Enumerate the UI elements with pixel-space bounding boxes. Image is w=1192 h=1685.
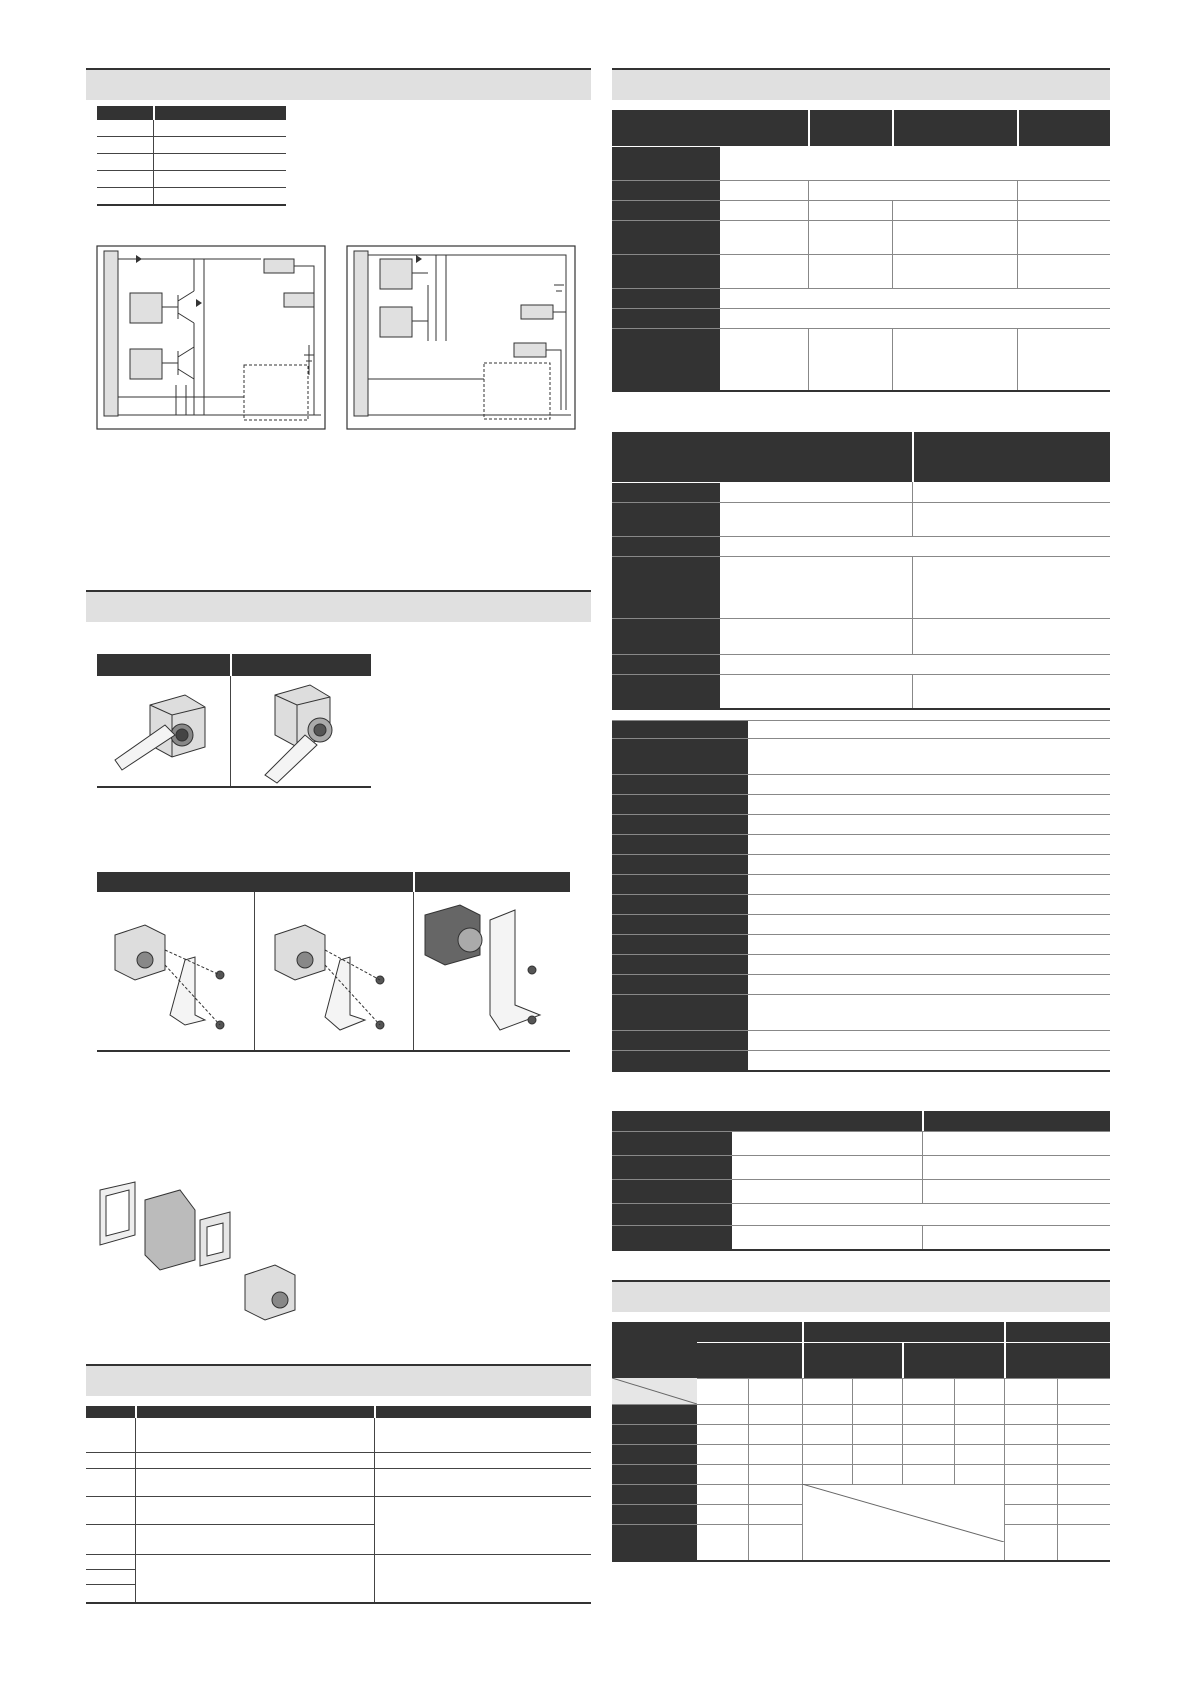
slit-mask-illustration — [95, 1180, 325, 1330]
spec-table-1 — [612, 110, 1110, 392]
bracket-illustration-1 — [110, 905, 250, 1045]
section-header-io-circuit — [86, 68, 591, 100]
wrench-illustration-right — [245, 675, 355, 785]
bracket-illustration-2 — [270, 905, 410, 1045]
na-diagonal — [802, 1484, 1004, 1542]
troubleshooting-table — [86, 1406, 591, 1604]
section-header-specifications — [612, 68, 1110, 100]
spec-table-2 — [612, 432, 1110, 1072]
wrench-illustration-left — [110, 685, 220, 775]
pin-table — [97, 106, 286, 206]
section-header-mounting — [86, 590, 591, 622]
sensing-distance-table — [612, 1322, 1110, 1562]
diagonal-header-cell — [612, 1378, 697, 1404]
pnp-circuit-diagram — [346, 245, 576, 430]
spec-table-3 — [612, 1111, 1110, 1251]
bracket-illustration-3 — [420, 895, 570, 1045]
section-header-sensing-distance — [612, 1280, 1110, 1312]
npn-circuit-diagram — [96, 245, 326, 430]
section-header-troubleshooting — [86, 1364, 591, 1396]
